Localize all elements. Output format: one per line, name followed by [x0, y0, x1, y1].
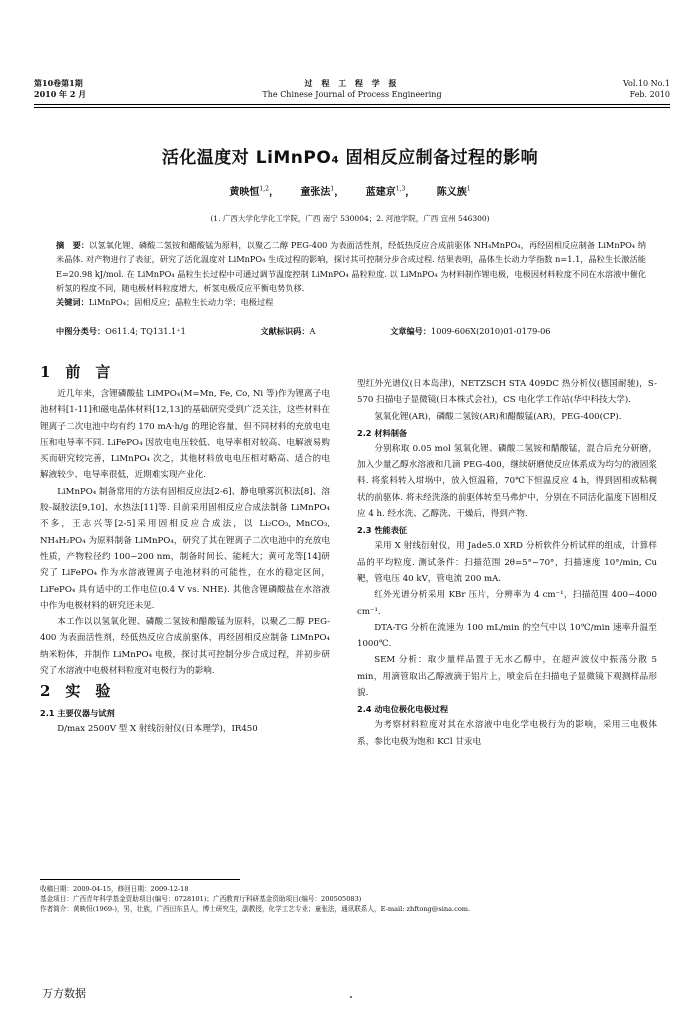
keywords: LiMnPO₄；固相反应；晶粒生长动力学；电极过程 [88, 297, 274, 308]
funding: 基金项目：广西青年科学基金资助项目(编号：0728101)；广西教育厅科研基金资助项目(编号：200505083) [40, 895, 362, 903]
classification-line [56, 324, 646, 338]
clc-number: 中图分类号：O611.4; TQ131.1⁺1 [56, 326, 186, 336]
footnote-rule [40, 879, 240, 880]
subsection-heading: 2.3 性能表征 [357, 525, 408, 536]
pub-date-en: Feb. 2010 [629, 90, 670, 99]
author: 黄映恒$^{1,2}$， [229, 185, 279, 198]
page-dot [350, 996, 352, 998]
paragraph: 型红外光谱仪(日本岛津)，NETZSCH STA 409DC 热分析仪(德国耐驰)，S-570 扫描电子显微镜(日本株式会社)，CS 电化学工作站(华中科技大学). [357, 379, 657, 406]
paragraph: 氢氧化锂(AR)，磷酸二氢铵(AR)和醋酸锰(AR)，PEG-400(CP). [374, 411, 622, 422]
author: 蓝建京$^{1,3}$， [365, 185, 416, 198]
author: 陈义族$^1$ [436, 185, 471, 198]
author-bio: 作者简介：黄映恒(1969-)，男，壮族，广西田东县人，博士研究生，副教授，化学工艺专业；童张法，通讯联系人，E-mail: zhftong@sina.com. [40, 905, 471, 913]
volume-issue: 第10卷第1期 [34, 78, 83, 88]
abstract-label: 摘 要： [56, 240, 90, 250]
paragraph: 分别称取 0.05 mol 氢氧化锂、磷酸二氢铵和醋酸锰，混合后充分研磨，加入少量乙醇水溶液和几滴 PEG-400，继续研磨使反应体系成为均匀的液固浆料. 将浆料转入坩埚中，放入恒温箱，70℃下恒温反应 4 h，得到固相或粘稠状的前驱体. 将未经洗涤的前驱体转至马弗炉中，分别在不同活化温度下固相反应 4 h. 经水洗、乙醇洗、干燥后，得到产物. [357, 443, 657, 520]
subsection-heading: 2.2 材料制备 [357, 427, 408, 438]
subsection-heading: 2.4 动电位极化电极过程 [357, 704, 449, 715]
article-number: 文章编号：1009-606X(2010)01-0179-06 [390, 326, 551, 336]
paragraph: DTA-TG 分析在流速为 100 mL/min 的空气中以 10℃/min 速率升温至 1000℃. [357, 622, 657, 650]
subsection-heading: 2.1 主要仪器与试剂 [40, 708, 115, 719]
affiliation: (1. 广西大学化学化工学院，广西 南宁 530004；2. 河池学院，广西 宜州 546300) [210, 214, 490, 223]
paragraph: 近几年来，含锂磷酸盐 LiMPO₄(M=Mn, Fe, Co, Ni 等)作为锂离子电池材料[1-11]和磁电晶体材料[12,13]的基础研究受到广泛关注，这些材料在锂离子二次电池中均有约 170 mA·h/g 的理论容量，但不同材料的充放电电压和电导率不同. LiFePO₄ 因放电电压较低、电导率相对较高、电解液易购买而研究较完善，LiMnPO₄ 次之，其他材料放电电压相对略高、适合的电解液较少、电导率很低，近期难实现产业化. [40, 389, 330, 481]
section-heading: 1 前 言 [40, 363, 111, 381]
footnotes [40, 884, 660, 914]
paper-title: 活化温度对 LiMnPO₄ 固相反应制备过程的影响 [161, 148, 539, 168]
journal-name-cn: 过 程 工 程 学 报 [304, 78, 400, 88]
header-rule-thin [34, 107, 670, 108]
received-date: 收稿日期：2009-04-15，修回日期：2009-12-18 [40, 885, 189, 893]
pub-date-cn: 2010 年 2 月 [34, 89, 87, 99]
right-column [357, 376, 657, 750]
paragraph: 为考察材料粒度对其在水溶液中电化学电极行为的影响，采用三电极体系，参比电极为饱和 KCl 甘汞电 [357, 720, 657, 747]
paragraph: SEM 分析：取少量样品置于无水乙醇中，在超声波仪中振荡分散 5 min，用滴管取出乙醇液滴于铝片上，喷金后在扫描电子显微镜下观测样品形貌. [357, 655, 657, 699]
watermark: 万方数据 [42, 987, 86, 1000]
journal-name-en: The Chinese Journal of Process Engineering [262, 90, 442, 99]
abstract-text: 以氢氧化锂、磷酸二氢铵和醋酸锰为原料，以聚乙二醇 PEG-400 为表面活性剂，经低热反应合成前驱体 NH₄MnPO₄，再经固相反应制备 LiMnPO₄ 纳米晶体. 对产物进行了表征，研究了活化温度对 LiMnPO₄ 生成过程的影响，探讨其可控制分步合成过程. 结果表明，晶体生长动力学指数 n=1.1，晶粒生长激活能 E=20.98 kJ/mol. 在 LiMnPO₄ 晶粒生长过程中可通过调节温度控制 LiMnPO₄ 晶粒粒度. 以 LiMnPO₄ 为材料制作锂电极，电极因材料粒度不同在水溶液中催化析氢的程度不同，随电极材料粒度增大，析氢电极反应平衡电势负移. [56, 240, 646, 293]
left-column [40, 360, 330, 738]
running-header [34, 78, 670, 106]
paragraph: 采用 X 射线衍射仪，用 Jade5.0 XRD 分析软件分析试样的组成，计算样品的平均粒度. 测试条件：扫描范围 2θ=5°~70°，扫描速度 10°/min, Cu 靶，管电压 40 kV，管电流 200 mA. [357, 541, 657, 584]
header-right [623, 78, 670, 100]
header-rule-thick [34, 104, 670, 105]
paragraph: 本工作以以氢氧化锂、磷酸二氢铵和醋酸锰为原料，以聚乙二醇 PEG-400 为表面活性剂，经低热反应合成前驱体，再经固相反应制备 LiMnPO₄ 纳米粉体，并制作 LiMnPO₄ 电极，探讨其可控制分步合成过程，并初步研究了水溶液中电极材料粒度对电极行为的影响. [40, 617, 330, 677]
volume-en: Vol.10 No.1 [623, 79, 670, 88]
author: 童张法$^1$， [300, 185, 345, 198]
keywords-label: 关键词： [56, 297, 89, 308]
abstract [56, 238, 646, 309]
section-heading: 2 实 验 [40, 682, 111, 701]
author-list [0, 183, 700, 198]
paragraph: 红外光谱分析采用 KBr 压片，分辨率为 4 cm⁻¹，扫描范围 400~4000 cm⁻¹. [357, 590, 657, 617]
header-center [34, 78, 670, 100]
doc-code: 文献标识码：A [260, 326, 316, 336]
paragraph: LiMnPO₄ 制备常用的方法有固相反应法[2-6]、静电喷雾沉积法[8]、溶胶-凝胶法[9,10]、水热法[11]等. 目前采用固相反应合成法制备 LiMnPO₄ 不多，王志兴等[2-5]采用固相反应合成法，以 Li₂CO₃, MnCO₃, NH₄H₂PO₄ 为原料制备 LiMnPO₄，研究了其在锂离子二次电池中的充放电性质，产物粒径约 100~200 nm，制备时间长、能耗大；黄可龙等[14]研究了 LiFePO₄ 作为水溶液锂离子电池材料的可能性，在水的稳定区间，LiFePO₄ 具有适中的工作电位(0.4 V vs. NHE). 其他含锂磷酸盐在水溶液中作为电极材料的研究还未见. [40, 486, 330, 611]
paragraph: D/max 2500V 型 X 射线衍射仪(日本理学)，IR450 [57, 724, 258, 735]
